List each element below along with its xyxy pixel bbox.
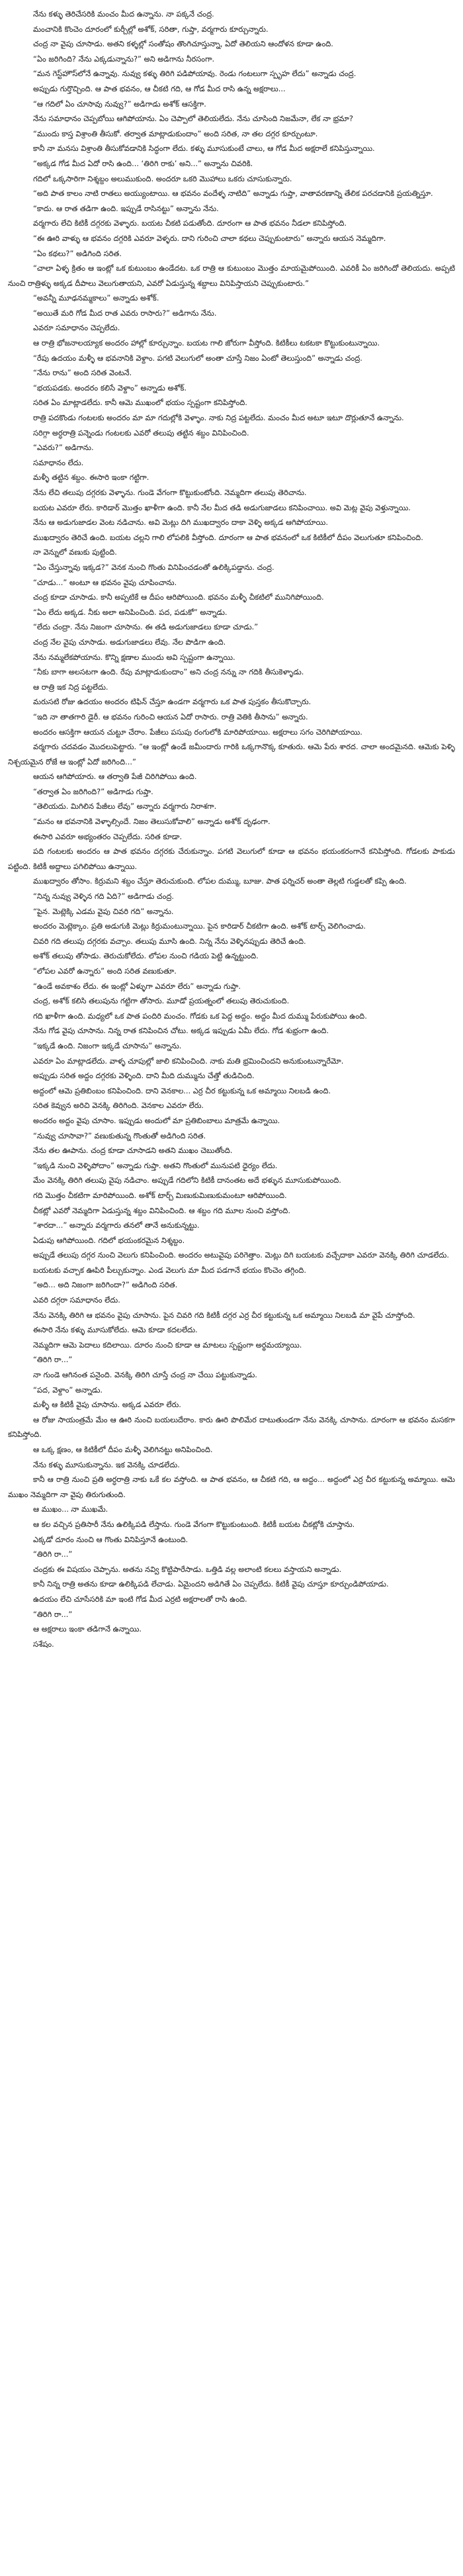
story-paragraph: ఈసారి ఎవరూ అభ్యంతరం చెప్పలేదు. సరిత కూడా. [33, 831, 183, 841]
story-paragraph: చీకట్లో ఎవరో నెమ్మదిగా ఏడుస్తున్న శబ్దం వినిపించింది. ఆ శబ్దం గది మూల నుంచి వస్తోంది. [33, 1205, 290, 1215]
story-paragraph: “పద, వెళ్దాం” అన్నాడు. [33, 1385, 103, 1395]
story-paragraph: బయట ఎవరూ లేరు. కారిడార్ మొత్తం ఖాళీగా ఉంది. కానీ నేల మీద తడి అడుగుజాడలు కనిపించాయి. అవి మెట్ల వైపు వెళ్తున్నాయి. [33, 502, 411, 512]
story-paragraph: నేను సమాధానం చెప్పబోయి ఆగిపోయాను. ఏం చెప్పాలో తెలియలేదు. నేను చూసింది నిజమేనా, లేక నా భ్రమా? [33, 114, 353, 124]
story-paragraph: అశోక్ తలుపు తోసాడు. తెరుచుకోలేదు. లోపల నుంచి గడియ పెట్టి ఉన్నట్టుంది. [33, 951, 259, 961]
story-paragraph: చివరి గది తలుపు దగ్గరకు వచ్చాం. తలుపు మూసి ఉంది. నిన్న నేను వెళ్ళినప్పుడు తెరిచే ఉంది. [33, 936, 306, 946]
story-paragraph: “నిన్న నువ్వు వెళ్ళిన గది ఏది?” అడిగాడు చంద్ర. [33, 892, 175, 901]
story-paragraph: నేను కళ్ళు మూసుకున్నాను. ఇక వెనక్కి చూడలేదు. [33, 1459, 180, 1469]
story-paragraph: సమాధానం లేదు. [33, 457, 84, 467]
story-paragraph: ఈసారి నేను కళ్ళు మూసుకోలేదు. ఆమె కూడా కదలలేదు. [33, 1325, 198, 1335]
story-paragraph: నేను గోడ వైపు చూసాను. నిన్న రాత కనిపించిన చోటు. అక్కడ ఇప్పుడు ఏమీ లేదు. గోడ శుభ్రంగా ఉంది. [33, 1026, 329, 1036]
story-paragraph: సరిత ఏం మాట్లాడలేదు. కానీ ఆమె ముఖంలో భయం స్పష్టంగా కనిపిస్తోంది. [33, 398, 247, 408]
story-paragraph: మంచానికి కొంచెం దూరంలో కుర్చీల్లో అశోక్, సరితా, గుప్తా, వర్మగారు కూర్చున్నారు. [33, 24, 269, 34]
story-paragraph: చంద్ర, అశోక్ కలిసి తలుపును గట్టిగా తోసారు. మూడో ప్రయత్నంలో తలుపు తెరుచుకుంది. [33, 996, 290, 1006]
story-paragraph: నేను వెనక్కి తిరిగి ఆ భవనం వైపు చూసాను. పైన చివరి గది కిటికీ దగ్గర ఎర్ర చీర కట్టుకున్న ఒక అమ్మాయి నిలబడి మా వైపే చూస్తోంది. [33, 1310, 415, 1320]
story-paragraph: అప్పుడు గుర్తొచ్చింది. ఆ పాత భవనం, ఆ చీకటి గది, ఆ గోడ మీద రాసి ఉన్న అక్షరాలు... [33, 83, 286, 93]
story-paragraph: “తిరిగి రా...” [33, 1355, 73, 1365]
story-paragraph: “ఏం జరిగింది? నేను ఎక్కడున్నాను?” అని అడిగాను నీరసంగా. [33, 54, 215, 64]
story-paragraph: గది ఖాళీగా ఉంది. మధ్యలో ఒక పాత పందిరి మంచం. గోడకు ఒక పెద్ద అద్దం. అద్దం మీద దుమ్ము పేరుకుపోయి ఉంది. [33, 1011, 367, 1021]
story-paragraph: సరిత కెవ్వున అరిచి వెనక్కి తిరిగింది. వెనకాల ఎవరూ లేరు. [33, 1101, 204, 1111]
story-paragraph: నేను నమ్మలేకపోయాను. కొన్ని క్షణాల ముందు అవి స్పష్టంగా ఉన్నాయి. [33, 652, 235, 662]
story-paragraph: నా గుండె ఆగినంత పనైంది. వెనక్కి తిరిగి చూస్తే చంద్ర నా చేయి పట్టుకున్నాడు. [33, 1370, 257, 1380]
story-paragraph: “తెలియదు. మిగిలిన పేజీలు లేవు” అన్నారు వర్మగారు నిరాశగా. [33, 802, 217, 811]
story-paragraph: “రేపు ఉదయం మళ్ళీ ఆ భవనానికి వెళ్దాం. పగటి వెలుగులో అంతా చూస్తే నిజం ఏంటో తెలుస్తుంది” అన్నాడు చంద్ర. [33, 353, 362, 363]
story-paragraph: చంద్రకు ఈ విషయం చెప్పాను. అతను నవ్వి కొట్టిపారేసాడు. ఒత్తిడి వల్ల అలాంటి కలలు వస్తాయని అన్నాడు. [33, 1564, 342, 1574]
story-paragraph: రాత్రి పదకొండు గంటలకు అందరం మా మా గదుల్లోకి వెళ్ళాం. నాకు నిద్ర పట్టలేదు. మంచం మీద అటూ ఇటూ దొర్లుతూనే ఉన్నాను. [33, 413, 404, 423]
story-paragraph: గదిలో ఒక్కసారిగా నిశ్శబ్దం అలుముకుంది. అందరూ ఒకరి మొహాలు ఒకరు చూసుకున్నారు. [33, 173, 292, 183]
story-paragraph: “చూడు...” అంటూ ఆ భవనం వైపు చూపించాను. [33, 577, 177, 587]
story-paragraph: “ఉండే అవకాశం లేదు. ఈ ఇంట్లో ఏళ్ళుగా ఎవరూ లేరు” అన్నాడు గుప్తా. [33, 981, 241, 991]
story-paragraph: అందరం మెట్లెక్కాం. ప్రతి అడుగుకి మెట్లు కిర్రుమంటున్నాయి. పైన కారిడార్ చీకటిగా ఉంది. అశోక్ టార్చ్ వెలిగించాడు. [33, 921, 366, 931]
story-paragraph: “అది... అది నిజంగా జరిగిందా?” అడిగింది సరిత. [33, 1280, 178, 1290]
story-paragraph: “అయితే మరి గోడ మీద రాత ఎవరు రాసారు?” అడిగాను నేను. [33, 308, 217, 318]
story-paragraph: “తర్వాత ఏం జరిగింది?” అడిగాడు గుప్తా. [33, 786, 153, 796]
story-paragraph: “ఆ గదిలో ఏం చూసావు నువ్వు?” అడిగాడు అశోక్ ఆసక్తిగా. [33, 99, 206, 109]
story-paragraph: ఎవరి దగ్గరా సమాధానం లేదు. [33, 1295, 120, 1305]
story-paragraph: “శారదా...” అన్నారు వర్మగారు తనలో తానే అనుకున్నట్టు. [33, 1220, 200, 1230]
story-paragraph: “ఏం చేస్తున్నావు ఇక్కడ?” వెనక నుంచి గొంతు వినిపించడంతో ఉలిక్కిపడ్డాను. చంద్ర. [33, 562, 274, 572]
story-paragraph: “అది పాత కాలం నాటి రాతలు అయ్యుంటాయి. ఆ భవనం వందేళ్ళ నాటిది” అన్నాడు గుప్తా, వాతావరణాన్ని తేలిక పరచడానికి ప్రయత్నిస్తూ. [33, 189, 433, 199]
story-paragraph: “భయపడకు. అందరం కలిసే వెళ్దాం” అన్నాడు అశోక్. [33, 383, 187, 392]
story-paragraph: నేను కళ్ళు తెరిచేసరికి మంచం మీద ఉన్నాను. నా పక్కనే చంద్ర. [33, 9, 214, 19]
story-paragraph: ఉదయం లేచి చూసేసరికి మా ఇంటి గోడ మీద ఎర్రటి అక్షరాలతో రాసి ఉంది. [33, 1594, 247, 1604]
story-paragraph: మరుసటి రోజు ఉదయం అందరం టిఫిన్ చేస్తూ ఉండగా వర్మగారు ఒక పాత పుస్తకం తీసుకొచ్చారు. [33, 697, 312, 707]
story-paragraph: మేం వెనక్కి తిరిగి తలుపు వైపు నడిచాం. అప్పుడే గదిలోని కిటికీ దానంతట అదే భళ్ళున మూసుకుపోయింది. [33, 1175, 341, 1185]
story-paragraph: కానీ నిన్న రాత్రి అతను కూడా ఉలిక్కిపడి లేచాడు. ఏమైందని అడిగితే ఏం చెప్పలేదు. కిటికీ వైపు చూస్తూ కూర్చుండిపోయాడు. [33, 1579, 389, 1589]
story-paragraph: మళ్ళీ ఆ కిటికీ వైపు చూసాను. అక్కడ ఎవరూ లేరు. [33, 1400, 181, 1410]
story-paragraph: “ఇది నా తాతగారి డైరీ. ఆ భవనం గురించి ఆయన ఏదో రాసారు. రాత్రి వెతికి తీసాను” అన్నారు. [33, 712, 308, 721]
story-paragraph: అందరం అద్దం వైపు చూసాం. ఇప్పుడు అందులో మా ప్రతిబింబాలు మాత్రమే ఉన్నాయి. [33, 1115, 280, 1125]
story-paragraph: సరిగ్గా అర్ధరాత్రి పన్నెండు గంటలకు ఎవరో తలుపు తట్టిన శబ్దం వినిపించింది. [33, 428, 249, 437]
story-paragraph: నేను తల ఊపాను. చంద్ర కూడా చూసాడని అతని ముఖం చెబుతోంది. [33, 1146, 233, 1156]
story-paragraph: ఎక్కడో దూరం నుంచి ఆ గొంతు వినిపిస్తూనే ఉంటుంది. [33, 1534, 189, 1544]
story-paragraph: “అవన్నీ మూఢనమ్మకాలు” అన్నాడు అశోక్. [33, 293, 159, 303]
story-paragraph: “ఇక్కడి నుంచి వెళ్ళిపోదాం” అన్నాడు గుప్తా. అతని గొంతులో మునుపటి ధైర్యం లేదు. [33, 1160, 278, 1170]
story-paragraph: ఎవరూ ఏం మాట్లాడలేదు. వాళ్ళ చూపుల్లో జాలి కనిపించింది. నాకు మతి భ్రమించిందని అనుకుంటున్నారేమో. [33, 1056, 344, 1066]
story-paragraph: నా వెన్నులో వణుకు పుట్టింది. [33, 547, 117, 557]
story-paragraph: మళ్ళీ తట్టిన శబ్దం. ఈసారి ఇంకా గట్టిగా. [33, 473, 149, 483]
story-paragraph: ఏడుపు ఆగిపోయింది. గదిలో భయంకరమైన నిశ్శబ్దం. [33, 1235, 185, 1245]
story-paragraph: “మనం ఆ భవనానికి వెళ్ళాల్సిందే. నిజం తెలుసుకోవాలి” అన్నాడు అశోక్ దృఢంగా. [33, 817, 271, 827]
story-paragraph: “ఏం కథలు?” అడిగింది సరిత. [33, 248, 122, 258]
story-paragraph: “ఈ ఊరి వాళ్ళు ఆ భవనం దగ్గరికి ఎవరూ వెళ్ళరు. దాని గురించి చాలా కథలు చెప్పుకుంటారు” అన్నారు ఆయన నెమ్మదిగా. [33, 233, 386, 243]
story-paragraph: వర్మగారు చదవడం మొదలుపెట్టారు. “ఆ ఇంట్లో ఉండే జమీందారు గారికి ఒక్కగానొక్క కూతురు. ఆమె పేరు శారద. చాలా అందమైనది. ఆమెకు పెళ్ళి నిశ్చయమైన రోజే ఆ ఇంట్లో ఏదో జరిగింది...” [8, 742, 455, 766]
story-paragraph: ముఖద్వారం తెరిచే ఉంది. బయట చల్లని గాలి లోపలికి వీస్తోంది. దూరంగా ఆ పాత భవనంలో ఒక కిటికీలో దీపం వెలుగుతూ కనిపించింది. [33, 532, 423, 542]
story-paragraph: ఆ రోజు సాయంత్రమే మేం ఆ ఊరి నుంచి బయలుదేరాం. కారు ఊరి పొలిమేర దాటుతుండగా నేను వెనక్కి చూసాను. దూరంగా ఆ భవనం మసకగా కనిపిస్తోంది. [8, 1414, 455, 1440]
story-paragraph: ఆ రాత్రి భోజనాలయ్యాక అందరం హాల్లో కూర్చున్నాం. బయట గాలి జోరుగా వీస్తోంది. కిటికీలు టకటకా కొట్టుకుంటున్నాయి. [33, 338, 380, 348]
story-paragraph: ఆ ఒక్క క్షణం, ఆ కిటికీలో దీపం మళ్ళీ వెలిగినట్టు అనిపించింది. [33, 1445, 213, 1454]
story-paragraph: అద్దంలో ఆమె ప్రతిబింబం కనిపించింది. దాని వెనకాల... ఎర్ర చీర కట్టుకున్న ఒక అమ్మాయి నిలబడి ఉంది. [33, 1085, 331, 1095]
story-paragraph: ఆ కల వచ్చిన ప్రతిసారీ నేను ఉలిక్కిపడి లేస్తాను. గుండె వేగంగా కొట్టుకుంటుంది. కిటికీ బయట చీకట్లోకి చూస్తాను. [33, 1519, 355, 1529]
story-paragraph: నేను లేచి తలుపు దగ్గరకు వెళ్ళాను. గుండె వేగంగా కొట్టుకుంటోంది. నెమ్మదిగా తలుపు తెరిచాను. [33, 488, 307, 497]
story-paragraph: “మన గెస్ట్‌హౌస్‌లోనే ఉన్నావు. నువ్వు కళ్ళు తిరిగి పడిపోయావు. రెండు గంటలుగా స్పృహ లేదు” అన్నాడు చంద్ర. [33, 69, 357, 79]
story-paragraph: చంద్ర కూడా చూసాడు. కానీ అప్పటికే ఆ దీపం ఆరిపోయింది. భవనం మళ్ళీ చీకటిలో మునిగిపోయింది. [33, 592, 324, 602]
story-paragraph: ఆయన ఆగిపోయారు. ఆ తర్వాతి పేజీ చిరిగిపోయి ఉంది. [33, 772, 197, 782]
story-paragraph: చంద్ర నేల వైపు చూసాడు. అడుగుజాడలు లేవు. నేల పొడిగా ఉంది. [33, 637, 226, 647]
story-paragraph: “లోపల ఎవరో ఉన్నారు” అంది సరిత వణుకుతూ. [33, 966, 177, 976]
story-paragraph: గది మొత్తం చీకటిగా మారిపోయింది. అశోక్ టార్చ్ మిణుకుమిణుకుమంటూ ఆరిపోయింది. [33, 1190, 287, 1200]
story-paragraph: అప్పుడే తలుపు దగ్గర నుంచి వెలుగు కనిపించింది. అందరం అటువైపు పరిగెత్తాం. మెట్లు దిగి బయటకు వచ్చేదాకా ఎవరూ వెనక్కి తిరిగి చూడలేదు. [33, 1250, 449, 1260]
story-paragraph: అప్పుడు సరిత అద్దం దగ్గరకు వెళ్ళింది. దాని మీది దుమ్మును చేత్తో తుడిచింది. [33, 1071, 255, 1081]
story-paragraph: ముఖద్వారం తోసాం. కిర్రుమని శబ్దం చేస్తూ తెరుచుకుంది. లోపల దుమ్ము, బూజు. పాత ఫర్నిచర్ అంతా తెల్లటి గుడ్డలతో కప్పి ఉంది. [33, 876, 407, 886]
story-paragraph: ఆ ముఖం... నా ముఖమే. [33, 1504, 108, 1514]
story-paragraph: “ముందు కాస్త విశ్రాంతి తీసుకో. తర్వాత మాట్లాడుకుందాం” అంది సరిత, నా తల దగ్గర కూర్చుంటూ. [33, 128, 318, 138]
story-paragraph: సశేషం. [33, 1639, 54, 1649]
story-paragraph: “చాలా ఏళ్ళ క్రితం ఆ ఇంట్లో ఒక కుటుంబం ఉండేదట. ఒక రాత్రి ఆ కుటుంబం మొత్తం మాయమైపోయింది. ఎవరికీ ఏం జరిగిందో తెలియదు. అప్పటి నుంచి రాత్రిళ్ళు అక్కడ దీపాలు వెలుగుతాయని, ఎవరో ఏడుస్తున్న శబ్దాలు వినిపిస్తాయని చెప్పుకుంటారు.” [8, 263, 455, 288]
story-paragraph: “నువ్వు చూసావా?” వణుకుతున్న గొంతుతో అడిగింది సరిత. [33, 1130, 206, 1140]
story-paragraph: అందరం ఆసక్తిగా ఆయన చుట్టూ చేరాం. పేజీలు పసుపు రంగులోకి మారిపోయాయి. అక్షరాలు సగం చెరిగిపోయాయి. [33, 727, 362, 737]
story-paragraph: కానీ నా మనసు విశ్రాంతి తీసుకోవడానికి సిద్ధంగా లేదు. కళ్ళు మూసుకుంటే చాలు, ఆ గోడ మీద అక్షరాలే కనిపిస్తున్నాయి. [33, 144, 375, 154]
story-paragraph: “తిరిగి రా...” [33, 1549, 73, 1559]
story-paragraph: నేను ఆ అడుగుజాడల వెంట నడిచాను. అవి మెట్లు దిగి ముఖద్వారం దాకా వెళ్ళి అక్కడ ఆగిపోయాయి. [33, 518, 328, 528]
story-paragraph: చంద్ర నా వైపు చూసాడు. అతని కళ్ళల్లో సంతోషం తొంగిచూస్తున్నా, ఏదో తెలియని ఆందోళన కూడా ఉంది. [33, 39, 333, 49]
story-paragraph: “నేను రాను” అంది సరిత వెంటనే. [33, 368, 132, 378]
story-paragraph: “అక్కడ గోడ మీద ఏదో రాసి ఉంది... ‘తిరిగి రాకు’ అని...” అన్నాను చివరికి. [33, 158, 253, 168]
story-paragraph: “ఏం లేదు అక్కడ. నీకు అలా అనిపించింది. పద, పడుకో” అన్నాడు. [33, 607, 228, 617]
story-paragraph: బయటకు వచ్చాక ఊపిరి పీల్చుకున్నాం. ఎండ వెలుగు మా మీద పడగానే భయం కొంచెం తగ్గింది. [33, 1265, 306, 1275]
story-paragraph: “తిరిగి రా...” [33, 1609, 73, 1619]
story-paragraph: వర్మగారు లేచి కిటికీ దగ్గరకు వెళ్ళారు. బయట చీకటి పడుతోంది. దూరంగా ఆ పాత భవనం నీడలా కనిపిస్తోంది. [33, 218, 347, 228]
story-paragraph: నెమ్మదిగా ఆమె పెదాలు కదిలాయి. దూరం నుంచి కూడా ఆ మాటలు స్పష్టంగా అర్థమయ్యాయి. [33, 1340, 302, 1350]
story-paragraph: “లేదు చంద్రా. నేను నిజంగా చూసాను. ఈ తడి అడుగుజాడలు కూడా చూడు.” [33, 622, 259, 632]
story-paragraph: “ఇక్కడే ఉంది. నిజంగా ఇక్కడే చూసాను” అన్నాను. [33, 1040, 182, 1050]
story-paragraph: ఆ రాత్రి ఇక నిద్ర పట్టలేదు. [33, 682, 108, 692]
story-paragraph: ఆ అక్షరాలు ఇంకా తడిగానే ఉన్నాయి. [33, 1624, 142, 1634]
story-paragraph: “నీకు బాగా అలసటగా ఉంది. రేపు మాట్లాడుకుందాం” అని చంద్ర నన్ను నా గదికి తీసుకెళ్ళాడు. [33, 667, 304, 677]
story-paragraph: “పైన. మెట్లెక్కి ఎడమ వైపు చివరి గది” అన్నాను. [33, 906, 174, 916]
story-paragraph: పది గంటలకు అందరం ఆ పాత భవనం దగ్గరకు చేరుకున్నాం. పగటి వెలుగులో కూడా ఆ భవనం భయంకరంగానే కనిపిస్తోంది. గోడలకు పాకుడు పట్టింది. కిటికీ అద్దాలు పగిలిపోయి ఉన్నాయి. [8, 847, 455, 871]
story-paragraph: కానీ ఆ రాత్రి నుంచి ప్రతి అర్ధరాత్రి నాకు ఒకే కల వస్తోంది. ఆ పాత భవనం, ఆ చీకటి గది, ఆ అద్దం... అద్దంలో ఎర్ర చీర కట్టుకున్న అమ్మాయి. ఆమె ముఖం నెమ్మదిగా నా వైపు తిరుగుతుంది. [8, 1475, 455, 1499]
story-paragraph: ఎవరూ సమాధానం చెప్పలేదు. [33, 323, 120, 333]
story-paragraph: “ఎవరు?” అడిగాను. [33, 443, 94, 453]
story-paragraph: “కాదు. ఆ రాత తడిగా ఉంది. ఇప్పుడే రాసినట్టు” అన్నాను నేను. [33, 203, 219, 213]
